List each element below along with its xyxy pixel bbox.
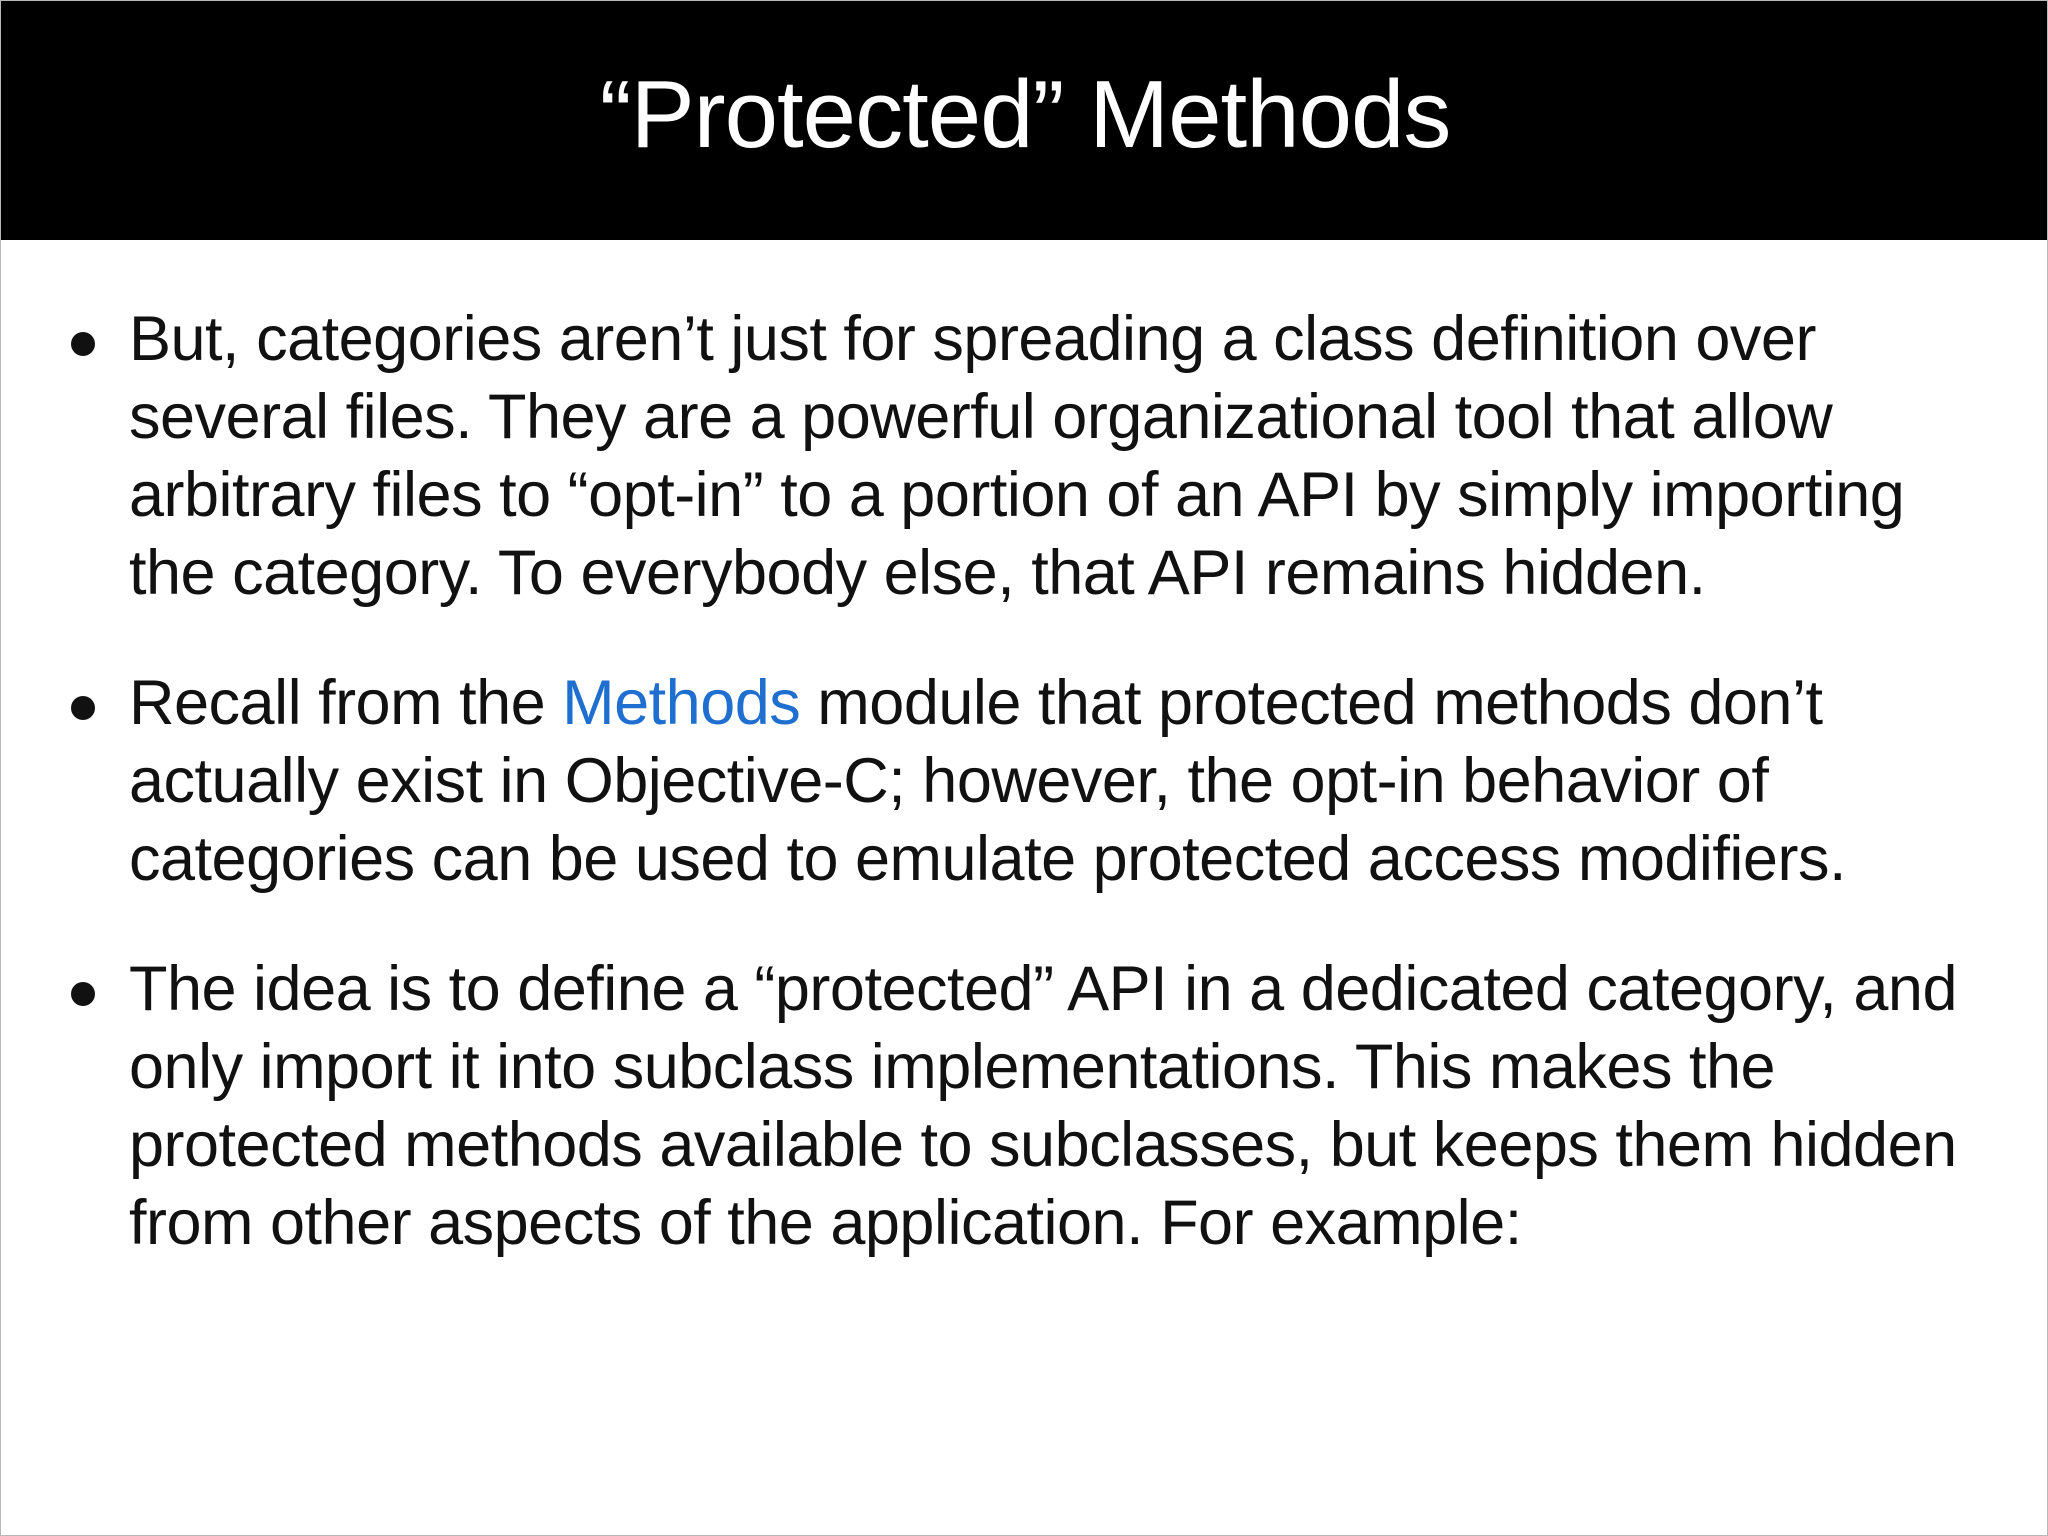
bullet-text-line: actually exist in Objective-C; however, the opt-in behavior of [129,746,1769,816]
methods-module-link[interactable]: Methods [562,668,801,738]
bullet-text-segment: module that protected methods don’t [800,668,1823,738]
bullet-dot-icon [71,982,95,1006]
bullet-item-idea [1,950,2048,1262]
bullet-text-line: protected methods available to subclasses, but keeps them hidden [129,1110,1957,1180]
bullet-text-line: the category. To everybody else, that API remains hidden. [129,538,1706,608]
bullet-text-line [129,664,2001,742]
bullet-item-categories [1,300,2048,612]
bullet-text-line: The idea is to define a “protected” API in a dedicated category, and [129,954,1958,1024]
bullet-text-line: from other aspects of the application. For example: [129,1188,1522,1258]
bullet-dot-icon [71,332,95,356]
bullet-text-line: arbitrary files to “opt-in” to a portion of an API by simply importing [129,460,1905,530]
bullet-text-line: But, categories aren’t just for spreading a class definition over [129,304,1816,374]
bullet-dot-icon [71,696,95,720]
bullet-text-line: only import it into subclass implementations. This makes the [129,1032,1776,1102]
bullet-text-line: several files. They are a powerful organizational tool that allow [129,382,1833,452]
bullet-item-recall [1,664,2048,898]
title-bar [1,1,2048,240]
slide-body [1,240,2048,1314]
bullet-text-segment: Recall from the [129,668,563,738]
bullet-text-line: categories can be used to emulate protected access modifiers. [129,824,1846,894]
slide-title: “Protected” Methods [599,60,1451,168]
